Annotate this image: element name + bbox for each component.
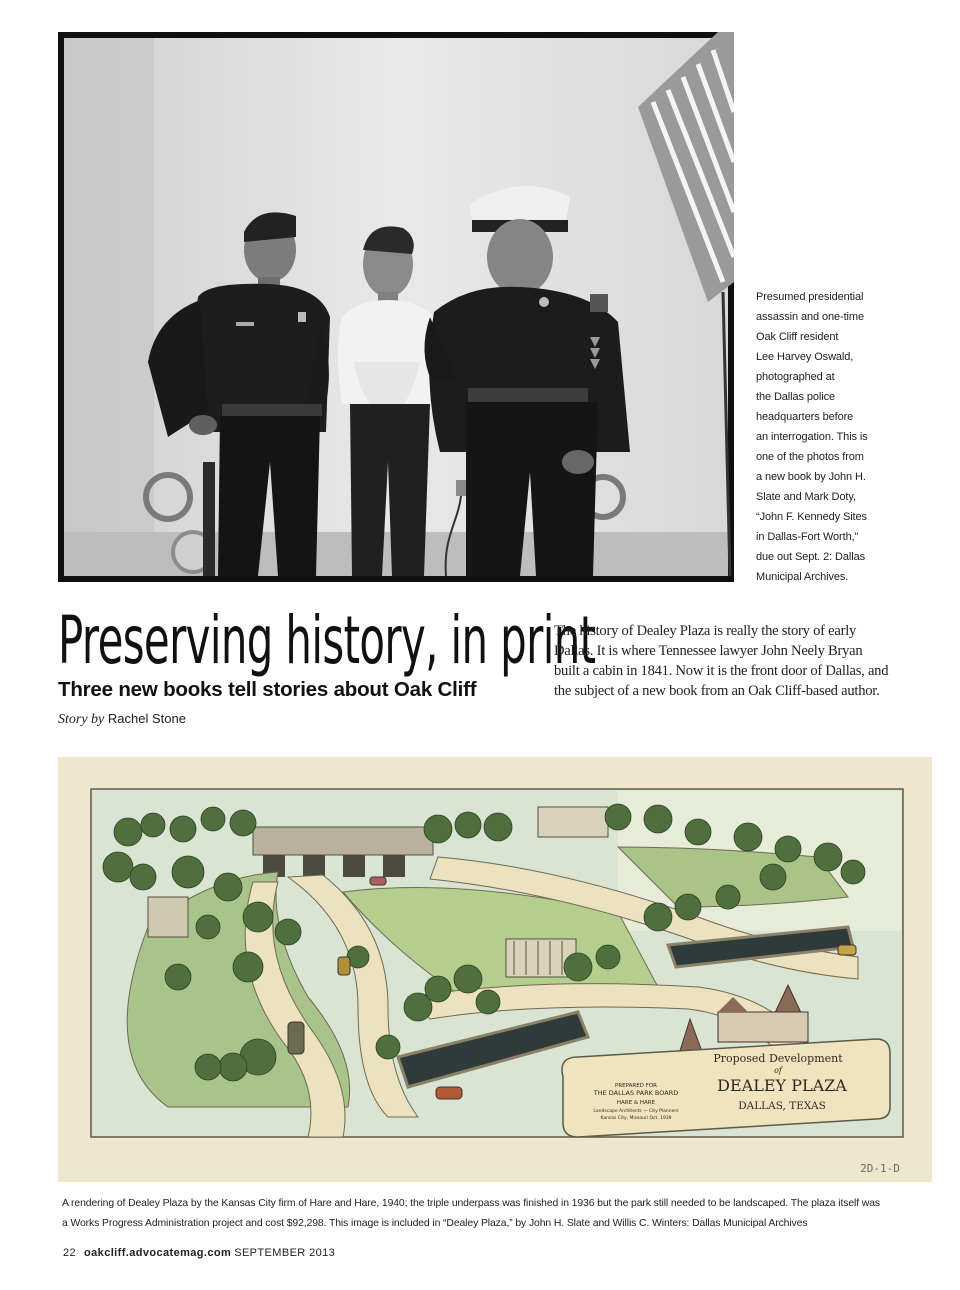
caption-line: a Works Progress Administration project and cost $92,298. This image is included in “Dealey Plaza,” by John H. Slate and Willis C. Winters: Dallas Municipal Archives bbox=[62, 1218, 808, 1229]
caption-line: headquarters before bbox=[756, 411, 854, 423]
caption-line: Slate and Mark Doty, bbox=[756, 491, 856, 503]
intro-line: Dallas. It is where Tennessee lawyer John Neely Bryan bbox=[554, 643, 863, 659]
article-headline: Preserving history, in print bbox=[58, 602, 596, 679]
issue-date: SEPTEMBER 2013 bbox=[234, 1247, 336, 1259]
banner-line-3: DEALEY PLAZA bbox=[717, 1076, 847, 1095]
sheet-number: 2D-1-D bbox=[860, 1162, 900, 1175]
page-folio bbox=[63, 1247, 335, 1259]
prepared-line-5: Kansas City, Missouri Oct. 1939 bbox=[600, 1116, 672, 1121]
caption-line: Municipal Archives. bbox=[756, 571, 849, 583]
prepared-line-2: THE DALLAS PARK BOARD bbox=[593, 1089, 679, 1097]
caption-line: in Dallas-Fort Worth,” bbox=[756, 531, 859, 543]
prepared-line-3: HARE & HARE bbox=[616, 1100, 656, 1106]
caption-line: an interrogation. This is bbox=[756, 431, 868, 443]
byline bbox=[58, 711, 186, 728]
photo-caption bbox=[756, 287, 906, 587]
banner-line-4: DALLAS, TEXAS bbox=[738, 1100, 826, 1112]
banner-line-1: Proposed Development bbox=[713, 1052, 843, 1065]
caption-line: a new book by John H. bbox=[756, 471, 866, 483]
intro-line: built a cabin in 1841. Now it is the front door of Dallas, and bbox=[554, 663, 889, 679]
prepared-line-1: PREPARED FOR bbox=[615, 1083, 657, 1089]
caption-line: assassin and one-time bbox=[756, 311, 864, 323]
intro-line: The history of Dealey Plaza is really the story of early bbox=[554, 623, 857, 639]
page-number: 22 bbox=[63, 1247, 77, 1259]
intro-deck bbox=[554, 621, 899, 701]
prepared-line-4: Landscape Architects — City Planners bbox=[593, 1109, 679, 1114]
intro-line: the subject of a new book from an Oak Cliff-based author. bbox=[554, 683, 880, 699]
banner-line-2: of bbox=[774, 1066, 782, 1075]
caption-line: “John F. Kennedy Sites bbox=[756, 511, 867, 523]
oswald-photo bbox=[58, 32, 734, 582]
caption-line: Oak Cliff resident bbox=[756, 331, 839, 343]
caption-line: A rendering of Dealey Plaza by the Kansas City firm of Hare and Hare, 1940; the triple underpass was finished in 1936 but the park still needed to be landscaped. The plaza itself was bbox=[62, 1198, 880, 1209]
caption-line: the Dallas police bbox=[756, 391, 836, 403]
byline-author: Rachel Stone bbox=[107, 711, 186, 726]
caption-line: due out Sept. 2: Dallas bbox=[756, 551, 865, 563]
site-url[interactable]: oakcliff.advocatemag.com bbox=[84, 1247, 232, 1259]
rendering-caption bbox=[62, 1194, 922, 1234]
caption-line: Lee Harvey Oswald, bbox=[756, 351, 854, 363]
caption-line: one of the photos from bbox=[756, 451, 864, 463]
dealey-plaza-rendering bbox=[58, 757, 932, 1182]
article-subheadline: Three new books tell stories about Oak Cliff bbox=[58, 678, 477, 701]
caption-line: Presumed presidential bbox=[756, 291, 864, 303]
caption-line: photographed at bbox=[756, 371, 835, 383]
byline-prefix: Story by bbox=[58, 712, 105, 727]
